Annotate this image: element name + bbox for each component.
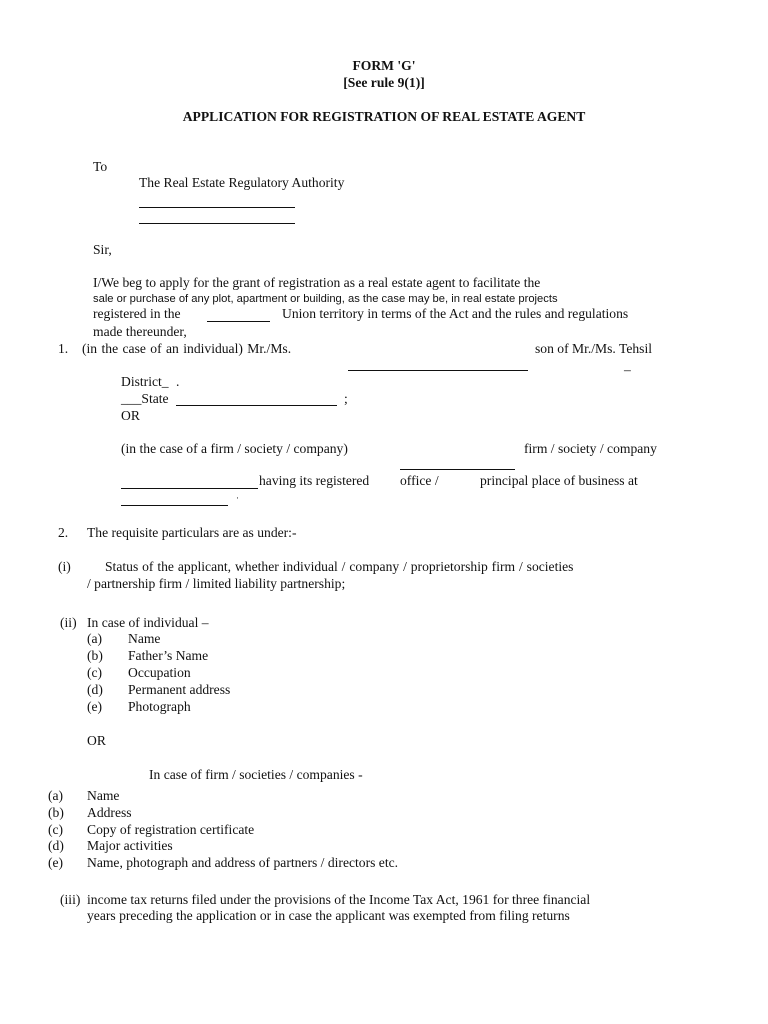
list-item-label: (e) xyxy=(48,855,64,870)
item-1-individual-text: (in the case of an individual) Mr./Ms. xyxy=(82,341,292,356)
son-of-text: son of Mr./Ms. Tehsil xyxy=(535,341,652,356)
intro-line-3b: Union territory in terms of the Act and the rules and regulations xyxy=(282,306,629,321)
form-title: FORM 'G' xyxy=(352,58,416,73)
list-item-label: (c) xyxy=(48,822,64,837)
list-item: Name xyxy=(87,788,120,803)
authority-address-blank-1[interactable] xyxy=(139,207,295,208)
list-item: Copy of registration certificate xyxy=(87,822,255,837)
small-mark: · xyxy=(236,493,239,503)
list-item: Permanent address xyxy=(128,682,231,697)
list-item-label: (b) xyxy=(48,805,64,820)
firm-name-blank[interactable] xyxy=(121,488,258,489)
having-registered-text: having its registered xyxy=(259,473,370,488)
individual-name-blank[interactable] xyxy=(348,370,528,371)
intro-line-2: sale or purchase of any plot, apartment or building, as the case may be, in real estate projects xyxy=(93,293,558,305)
form-heading: APPLICATION FOR REGISTRATION OF REAL ESTATE AGENT xyxy=(182,109,586,124)
firm-case-text: (in the case of a firm / society / company) xyxy=(121,441,348,456)
item-iii-number: (iii) xyxy=(60,892,81,907)
item-iii-line-1: income tax returns filed under the provisions of the Income Tax Act, 1961 for three financial xyxy=(87,892,591,907)
state-blank[interactable] xyxy=(176,405,337,406)
list-item: Address xyxy=(87,805,132,820)
list-item-label: (a) xyxy=(87,631,103,646)
list-item: Photograph xyxy=(128,699,191,714)
district-dot: . xyxy=(176,374,180,389)
list-item-label: (a) xyxy=(48,788,64,803)
intro-line-3a: registered in the xyxy=(93,306,181,321)
item-1-number: 1. xyxy=(58,341,69,356)
union-territory-blank[interactable] xyxy=(207,321,270,322)
principal-place-text: principal place of business at xyxy=(480,473,638,488)
item-2-text: The requisite particulars are as under:- xyxy=(87,525,297,540)
list-item: Name, photograph and address of partners / directors etc. xyxy=(87,855,399,870)
list-item: Name xyxy=(128,631,161,646)
rule-reference: [See rule 9(1)] xyxy=(343,75,425,90)
or-label-2: OR xyxy=(87,733,106,748)
state-semicolon: ; xyxy=(344,391,348,406)
item-ii-number: (ii) xyxy=(60,615,77,630)
item-i-number: (i) xyxy=(58,559,71,574)
salutation: Sir, xyxy=(93,242,112,257)
dash-mark: – xyxy=(624,362,631,377)
or-label-1: OR xyxy=(121,408,140,423)
list-item-label: (b) xyxy=(87,648,103,663)
authority-address-blank-2[interactable] xyxy=(139,223,295,224)
intro-line-4: made thereunder, xyxy=(93,324,187,339)
list-item-label: (d) xyxy=(48,838,64,853)
list-item: Occupation xyxy=(128,665,191,680)
item-2-number: 2. xyxy=(58,525,69,540)
firm-society-company: firm / society / company xyxy=(524,441,657,456)
office-text: office / xyxy=(400,473,439,488)
district-label: District_ xyxy=(121,374,169,389)
authority-name: The Real Estate Regulatory Authority xyxy=(139,175,345,190)
item-i-line-1: Status of the applicant, whether individual / company / proprietorship firm / societies xyxy=(105,559,574,574)
list-item: Father’s Name xyxy=(128,648,209,663)
to-label: To xyxy=(93,159,108,174)
list-item-label: (e) xyxy=(87,699,103,714)
item-iii-line-2: years preceding the application or in case the applicant was exempted from filing returns xyxy=(87,908,570,923)
firm-heading: In case of firm / societies / companies - xyxy=(149,767,363,782)
item-ii-heading: In case of individual – xyxy=(87,615,209,630)
list-item-label: (c) xyxy=(87,665,103,680)
office-overline-blank[interactable] xyxy=(400,469,515,470)
list-item-label: (d) xyxy=(87,682,103,697)
business-place-blank[interactable] xyxy=(121,505,228,506)
list-item: Major activities xyxy=(87,838,173,853)
item-i-line-2: / partnership firm / limited liability partnership; xyxy=(87,576,346,591)
intro-line-1: I/We beg to apply for the grant of registration as a real estate agent to facilitate the xyxy=(93,275,541,290)
state-label: ___State xyxy=(121,391,169,406)
